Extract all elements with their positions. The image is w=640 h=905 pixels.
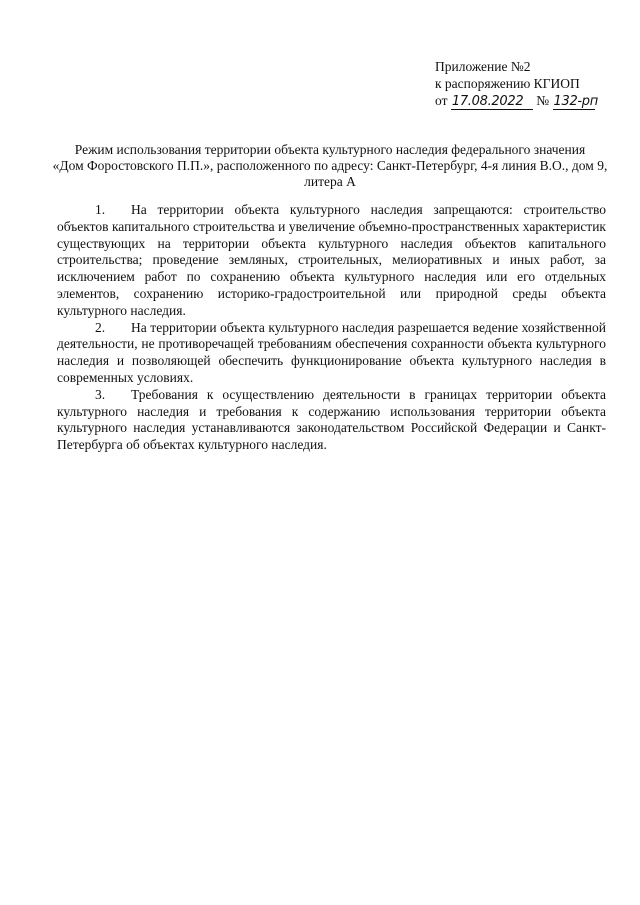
document-body	[57, 202, 606, 454]
paragraph-1	[57, 202, 606, 320]
appendix-label: Приложение №2	[435, 59, 531, 74]
appendix-header	[435, 58, 635, 110]
title-line-2: «Дом Форостовского П.П.», расположенного по адресу: Санкт-Петербург, 4-я линия В.О., дом 9,	[52, 158, 608, 173]
date-number-line	[435, 92, 635, 110]
paragraph-text: Требования к осуществлению деятельности в границах территории объекта культурного наследия и требования к содержанию использования территории объекта культурного наследия устанавливаются законодательством Российской Федерации и Санкт-Петербурга об объектах культурного наследия.	[57, 386, 606, 453]
number-prefix: №	[536, 93, 550, 108]
paragraph-number: 3.	[95, 386, 106, 402]
title-line-1: Режим использования территории объекта культурного наследия федерального значения	[74, 142, 586, 157]
paragraph-number: 2.	[95, 319, 106, 335]
order-reference: к распоряжению КГИОП	[435, 76, 580, 91]
document-title	[50, 142, 610, 190]
handwritten-number: 132-рп	[553, 94, 598, 109]
paragraph-2	[57, 320, 606, 387]
paragraph-text: На территории объекта культурного наследия разрешается ведение хозяйственной деятельности, не противоречащей требованиям обеспечения сохранности объекта культурного наследия и позволяющей обеспечить функционирование объекта культурного наследия в современных условиях.	[57, 319, 606, 385]
date-prefix: от	[435, 93, 448, 108]
handwritten-date: 17.08.2022	[451, 95, 533, 110]
title-line-3: литера А	[304, 174, 356, 189]
paragraph-3	[57, 387, 606, 454]
paragraph-number: 1.	[95, 202, 106, 217]
paragraph-text: На территории объекта культурного наследия запрещаются: строительство объектов капитального строительства и увеличение объемно-пространственных характеристик существующих на территории объекта культурного наследия объектов капитального строительства; проведение земляных, строительных, мелиоративных и иных работ, за исключением работ по сохранению объекта культурного наследия или его отдельных элементов, сохранению историко-градостроительной или природной среды объекта культурного наследия.	[57, 202, 606, 318]
